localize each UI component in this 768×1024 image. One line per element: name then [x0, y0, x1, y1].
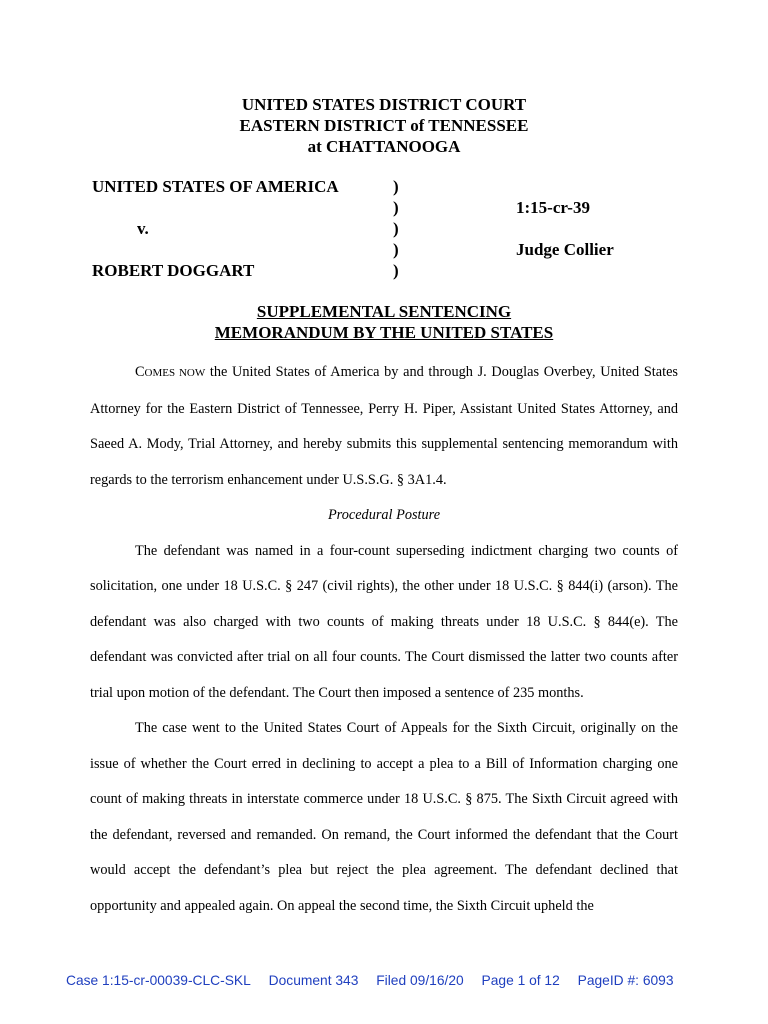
caption-paren: ) — [393, 261, 399, 280]
court-header — [0, 94, 768, 157]
document-title-line-2: MEMORANDUM BY THE UNITED STATES — [214, 323, 554, 342]
case-caption — [0, 176, 768, 284]
section-heading: Procedural Posture — [327, 507, 441, 523]
paragraph: The defendant was named in a four-count superseding indictment charging two counts of solicitation, one under 18 U.S.C. § 247 (civil rights), the other under 18 U.S.C. § 844(i) (arson). The defendant was also charged with two counts of making threats under 18 U.S.C. § 844(e). The defendant was convicted after trial on all four counts. The Court dismissed the latter two counts after trial upon motion of the defendant. The Court then imposed a sentence of 235 months. — [90, 542, 678, 701]
court-location: at CHATTANOOGA — [307, 137, 461, 156]
footer-filed: Filed 09/16/20 — [376, 973, 464, 988]
caption-paren: ) — [393, 240, 399, 259]
document-body — [90, 355, 678, 924]
paragraph: The case went to the United States Court of Appeals for the Sixth Circuit, originally on the issue of whether the Court erred in declining to accept a plea to a Bill of Information charging one count of making threats in interstate commerce under 18 U.S.C. § 875. The Sixth Circuit agreed with the defendant, reversed and remanded. On remand, the Court informed the defendant that the Court would accept the defendant’s plea but reject the plea agreement. The defendant declined that opportunity and appealed again. On appeal the second time, the Sixth Circuit upheld the — [90, 720, 678, 914]
court-name: UNITED STATES DISTRICT COURT — [241, 95, 527, 114]
versus-label: v. — [137, 219, 149, 238]
footer-document: Document 343 — [268, 973, 359, 988]
judge-name: Judge Collier — [516, 240, 614, 259]
caption-paren: ) — [393, 177, 399, 196]
case-number: 1:15-cr-39 — [516, 198, 590, 217]
caption-paren: ) — [393, 219, 399, 238]
intro-smallcaps: OMES NOW — [144, 367, 206, 379]
ecf-footer — [66, 973, 674, 988]
intro-initial: C — [135, 364, 145, 380]
footer-page: Page 1 of 12 — [481, 973, 560, 988]
document-title-line-1: SUPPLEMENTAL SENTENCING — [256, 302, 512, 321]
footer-page-id: PageID #: 6093 — [577, 973, 674, 988]
court-district: EASTERN DISTRICT of TENNESSEE — [239, 116, 529, 135]
caption-paren: ) — [393, 198, 399, 217]
intro-paragraph — [90, 355, 678, 498]
plaintiff-name: UNITED STATES OF AMERICA — [92, 177, 339, 196]
intro-text: the United States of America by and through J. Douglas Overbey, United States Attorney for the Eastern District of Tennessee, Perry H. Piper, Assistant United States Attorney, and Saeed A. Mody, Trial Attorney, and hereby submits this supplemental sentencing memorandum with regards to the terrorism enhancement under U.S.S.G. § 3A1.4. — [90, 364, 678, 488]
defendant-name: ROBERT DOGGART — [92, 261, 255, 280]
document-title — [0, 301, 768, 343]
footer-case: Case 1:15-cr-00039-CLC-SKL — [66, 973, 251, 988]
